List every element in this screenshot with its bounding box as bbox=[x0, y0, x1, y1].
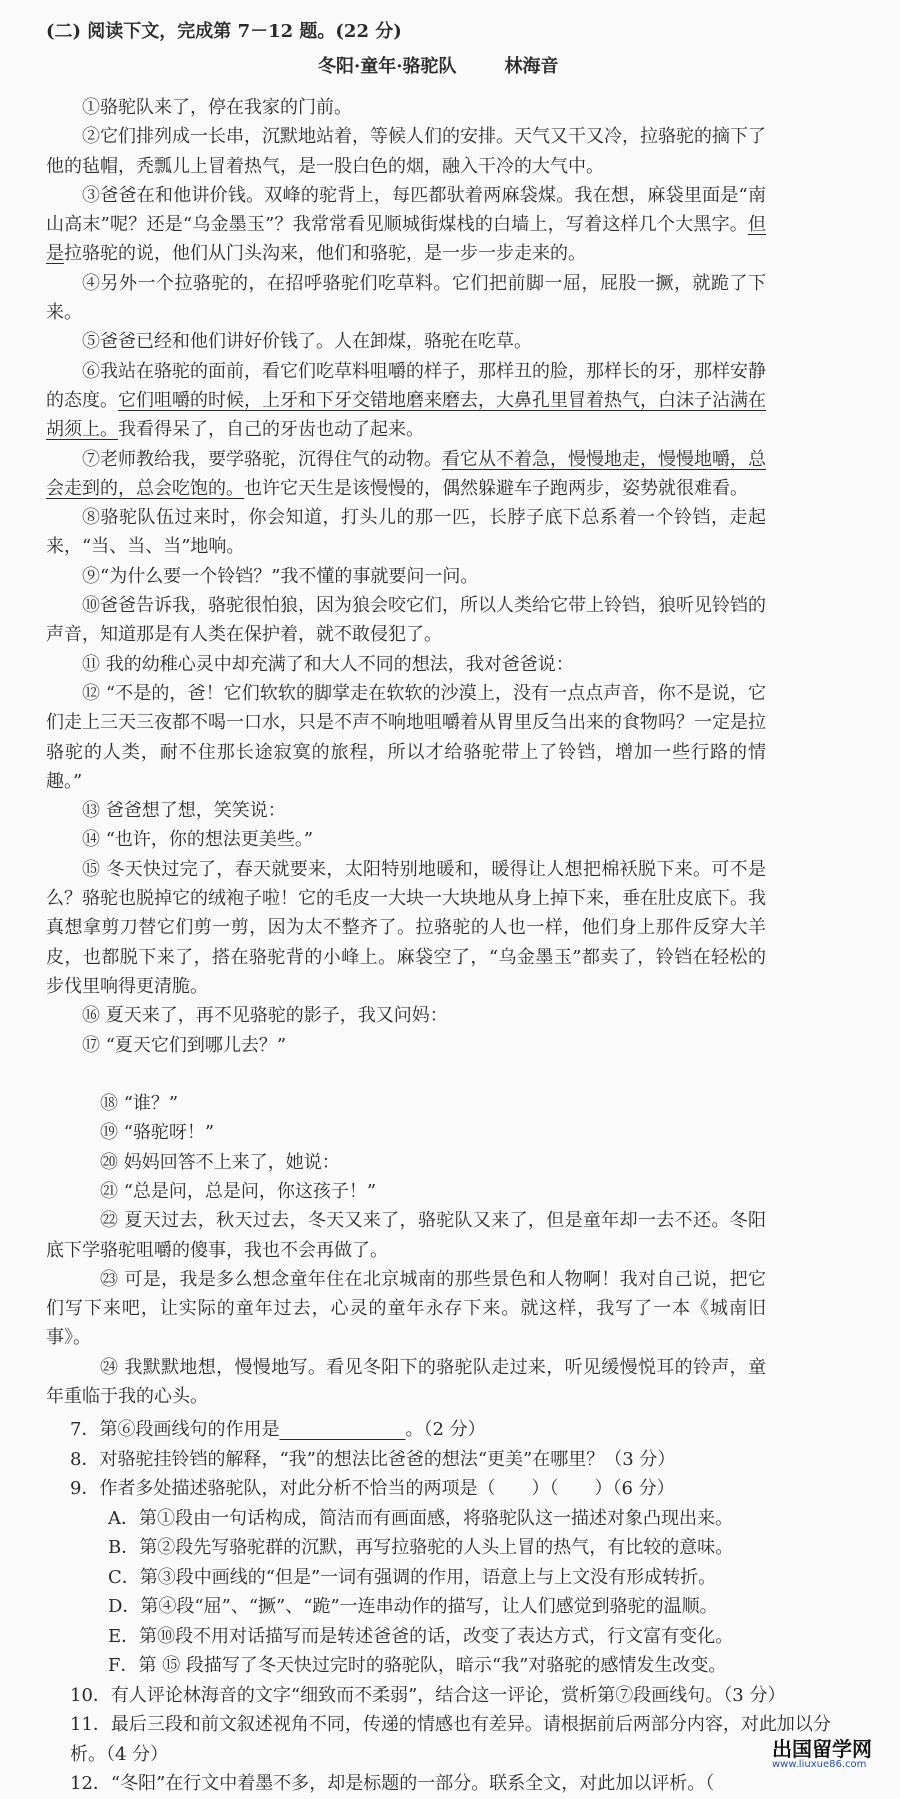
text-segment: 8．对骆驼挂铃铛的解释，“我”的想法比爸爸的想法“更美”在哪里？（3 分） bbox=[70, 1448, 676, 1470]
text-segment: D．第④段“屈”、“撅”、“跪”一连串动作的描写，让人们感觉到骆驼的温顺。 bbox=[108, 1596, 718, 1618]
paragraph bbox=[46, 1001, 766, 1030]
questions-section bbox=[70, 1415, 845, 1799]
paragraph bbox=[46, 122, 766, 181]
paragraph bbox=[46, 357, 766, 445]
article-body bbox=[46, 93, 766, 1411]
text-segment: 7．第⑥段画线句的作用是 bbox=[70, 1419, 280, 1441]
text-segment: 。（2 分） bbox=[405, 1419, 486, 1441]
text-segment: 11．最后三段和前文叙述视角不同，传递的情感也有差异。请根据前后两部分内容，对此加以分析。（4 分） bbox=[70, 1714, 831, 1765]
logo-name: 出国留学网 bbox=[772, 1737, 872, 1761]
text-segment: ㉔ 我默默地想，慢慢地写。看见冬阳下的骆驼队走过来，听见缓慢悦耳的铃声，童年重临于我的心头。 bbox=[46, 1356, 766, 1408]
text-segment: F．第 ⑮ 段描写了冬天快过完时的骆驼队，暗示“我”对骆驼的感情发生改变。 bbox=[108, 1655, 727, 1677]
underlined-text: 它们咀嚼的时候，上牙和下牙交错地磨来磨去，大鼻孔里冒着热气，白沫子沾满在胡须上。 bbox=[46, 389, 766, 441]
logo-url: www.liuxue86.com bbox=[772, 1759, 867, 1770]
question-item bbox=[70, 1651, 845, 1681]
text-segment: ⑯ 夏天来了，再不见骆驼的影子，我又问妈： bbox=[82, 1005, 448, 1027]
paragraph bbox=[46, 93, 766, 122]
text-segment: ㉑ “总是问，总是问，你这孩子！” bbox=[100, 1180, 377, 1202]
liuxue86-logo bbox=[772, 1738, 872, 1770]
text-segment: 10．有人评论林海音的文字“细致而不柔弱”，结合这一评论，赏析第⑦段画线句。（3 分） bbox=[70, 1684, 786, 1706]
text-segment: 我看得呆了，自己的牙齿也动了起来。 bbox=[118, 419, 424, 441]
text-segment: ⑫ “不是的，爸！它们软软的脚掌走在软软的沙漠上，没有一点点声音，你不是说，它们走上三天三夜都不喝一口水，只是不声不响地咀嚼着从胃里反刍出来的食物吗？一定是拉骆驼的人类，耐不住那长途寂寞的旅程，所以才给骆驼带上了铃铛，增加一些行路的情趣。” bbox=[46, 682, 766, 792]
text-segment: 也许它天生是该慢慢的，偶然躲避车子跑两步，姿势就很难看。 bbox=[244, 477, 748, 499]
text-segment: E．第⑩段不用对话描写而是转述爸爸的话，改变了表达方式，行文富有变化。 bbox=[108, 1625, 734, 1647]
paragraph bbox=[46, 650, 766, 679]
text-segment: ⑨“为什么要一个铃铛？”我不懂的事就要问一问。 bbox=[82, 565, 479, 587]
text-segment: ⑤爸爸已经和他们讲好价钱了。人在卸煤，骆驼在吃草。 bbox=[82, 331, 532, 353]
question-item bbox=[70, 1769, 845, 1799]
underlined-text bbox=[279, 1419, 405, 1440]
paragraph bbox=[46, 855, 766, 1001]
paragraph bbox=[46, 181, 766, 269]
text-segment: ①骆驼队来了，停在我家的门前。 bbox=[82, 97, 352, 118]
paragraph bbox=[46, 1353, 766, 1412]
question-item bbox=[70, 1445, 845, 1475]
paragraph bbox=[46, 796, 766, 825]
text-segment: 12．“冬阳”在行文中着墨不多，却是标题的一部分。联系全文，对此加以评析。（ bbox=[70, 1773, 715, 1795]
paragraph bbox=[46, 591, 766, 650]
paragraph bbox=[46, 269, 766, 328]
text-segment: ⑧骆驼队伍过来时，你会知道，打头儿的那一匹，长脖子底下总系着一个铃铛，走起来，“当、当、当”地响。 bbox=[46, 507, 766, 558]
text-segment: ㉒ 夏天过去，秋天过去，冬天又来了，骆驼队又来了，但是童年却一去不还。冬阳底下学骆驼咀嚼的傻事，我也不会再做了。 bbox=[46, 1210, 766, 1261]
question-item bbox=[70, 1504, 845, 1534]
text-segment: C．第③段中画线的“但是”一词有强调的作用，语意上与上文没有形成转折。 bbox=[108, 1566, 717, 1588]
article-title: 冬阳·童年·骆驼队 bbox=[318, 56, 457, 77]
paragraph bbox=[46, 503, 766, 562]
text-segment: ⑰ “夏天它们到哪儿去？” bbox=[82, 1034, 287, 1056]
text-segment: ④另外一个拉骆驼的，在招呼骆驼们吃草料。它们把前脚一屈，屁股一撅，就跪了下来。 bbox=[46, 272, 766, 324]
text-segment: 9．作者多处描述骆驼队，对此分析不恰当的两项是（ ）（ ）（6 分） bbox=[70, 1478, 675, 1500]
paragraph bbox=[46, 1031, 766, 1060]
paragraph bbox=[46, 679, 766, 796]
text-segment: ⑳ 妈妈回答不上来了，她说： bbox=[100, 1151, 340, 1173]
question-item bbox=[70, 1592, 845, 1622]
text-segment: ③爸爸在和他讲价钱。双峰的驼背上，每匹都驮着两麻袋煤。我在想，麻袋里面是“南山高末”呢？还是“乌金墨玉”？我常常看见顺城街煤栈的白墙上，写着这样几个大黑字。 bbox=[46, 184, 766, 236]
paragraph bbox=[46, 327, 766, 356]
question-item bbox=[70, 1474, 845, 1504]
text-segment: ㉓ 可是，我是多么想念童年住在北京城南的那些景色和人物啊！我对自己说，把它们写下来吧，让实际的童年过去，心灵的童年永存下来。就这样，我写了一本《城南旧事》。 bbox=[46, 1268, 766, 1349]
paragraph bbox=[46, 1265, 766, 1353]
article-author: 林海音 bbox=[504, 56, 559, 77]
paragraph bbox=[46, 1148, 766, 1177]
text-segment: B．第②段先写骆驼群的沉默，再写拉骆驼的人头上冒的热气，有比较的意味。 bbox=[108, 1537, 734, 1559]
text-segment: ⑲ “骆驼呀！” bbox=[100, 1122, 215, 1144]
section-title: (二) 阅读下文，完成第 7－12 题。(22 分) bbox=[46, 21, 402, 42]
text-segment: ⑱ “谁？” bbox=[100, 1093, 179, 1115]
text-segment: ⑭ “也许，你的想法更美些。” bbox=[82, 829, 314, 851]
question-item bbox=[70, 1681, 845, 1711]
text-segment: ⑩爸爸告诉我，骆驼很怕狼，因为狼会咬它们，所以人类给它带上铃铛，狼听见铃铛的声音，知道那是有人类在保护着，就不敢侵犯了。 bbox=[46, 595, 766, 646]
text-segment: ⑥我站在骆驼的面前，看它们吃草料咀嚼的样子，那样丑的脸，那样长的牙，那样安静的态度。 bbox=[46, 360, 766, 411]
question-item bbox=[70, 1622, 845, 1652]
question-item bbox=[70, 1563, 845, 1593]
text-segment: ⑬ 爸爸想了想，笑笑说： bbox=[82, 800, 286, 822]
paragraph bbox=[46, 1177, 766, 1206]
article-heading bbox=[318, 54, 559, 80]
underlined-text: 但是 bbox=[46, 214, 766, 265]
paragraph bbox=[46, 1206, 766, 1265]
question-item bbox=[70, 1533, 845, 1563]
text-segment: ⑦老师教给我，要学骆驼，沉得住气的动物。 bbox=[82, 448, 442, 470]
paragraph bbox=[46, 825, 766, 854]
paragraph bbox=[46, 1118, 766, 1147]
paragraph bbox=[46, 1089, 766, 1118]
question-item bbox=[70, 1710, 845, 1769]
underlined-text: 看它从不着急，慢慢地走，慢慢地嚼，总会走到的，总会吃饱的。 bbox=[46, 448, 766, 499]
paragraph bbox=[46, 445, 766, 504]
text-segment: 拉骆驼的说，他们从门头沟来，他们和骆驼，是一步一步走来的。 bbox=[64, 243, 586, 265]
paragraph bbox=[46, 562, 766, 591]
text-segment: ⑮ 冬天快过完了，春天就要来，太阳特别地暖和，暖得让人想把棉袄脱下来。可不是么？骆驼也脱掉它的绒袍子啦！它的毛皮一大块一大块地从身上掉下来，垂在肚皮底下。我真想拿剪刀替它们剪一剪，因为太不整齐了。拉骆驼的人也一样，他们身上那件反穿大羊皮，也都脱下来了，搭在骆驼背的小峰上。麻袋空了，“乌金墨玉”都卖了，铃铛在轻松的步伐里响得更清脆。 bbox=[46, 858, 766, 997]
text-segment: ②它们排列成一长串，沉默地站着，等候人们的安排。天气又干又冷，拉骆驼的摘下了他的毡帽，秃瓢儿上冒着热气，是一股白色的烟，融入干冷的大气中。 bbox=[46, 126, 766, 177]
text-segment: A．第①段由一句话构成，简洁而有画面感，将骆驼队这一描述对象凸现出来。 bbox=[108, 1507, 733, 1529]
text-segment: ⑪ 我的幼稚心灵中却充满了和大人不同的想法，我对爸爸说： bbox=[82, 653, 574, 675]
question-item bbox=[70, 1415, 845, 1445]
